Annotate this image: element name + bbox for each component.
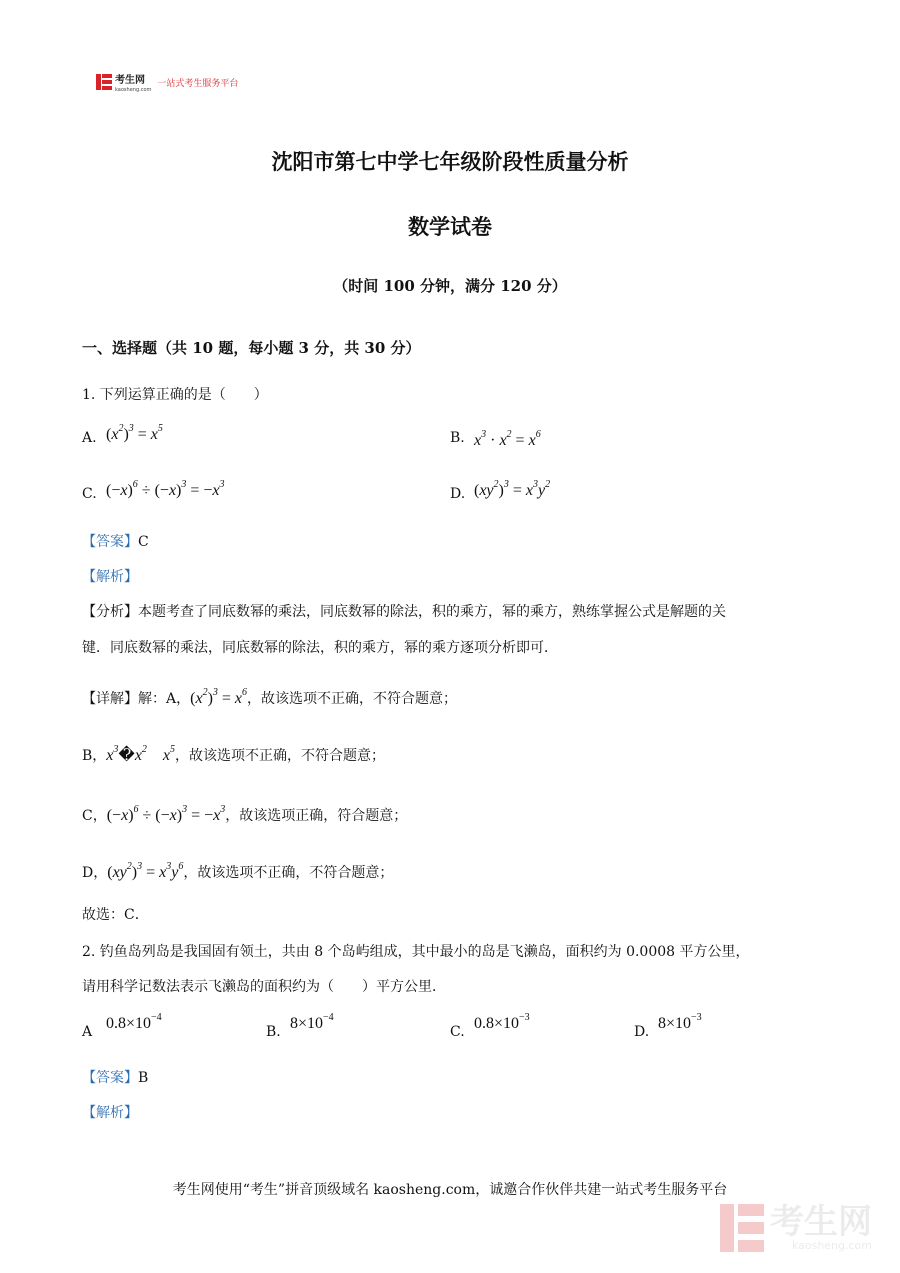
q1-option-a-expr: $(x^2)^3 = x^5$	[106, 423, 163, 443]
q2-option-b-label: B.	[266, 1024, 281, 1040]
detail-b-expr: $x^3�x^2$ $x^5$	[106, 744, 176, 764]
q1-conclusion: 故选：C．	[82, 907, 149, 923]
kaosheng-logo-icon	[96, 74, 112, 90]
q1-option-c-label: C.	[82, 486, 97, 502]
q1-option-b-label: B.	[450, 430, 465, 446]
answer-value: C	[138, 534, 149, 550]
answer-tag: 【答案】	[82, 1070, 138, 1086]
q2-option-c-expr: $0.8\times 10^{-3}$	[474, 1012, 530, 1032]
watermark-domain: kaosheng.com	[791, 1239, 872, 1252]
q1-analysis-line-2: 键．同底数幂的乘法，同底数幂的除法，积的乘方，幂的乘方逐项分析即可．	[82, 640, 558, 656]
detail-c-suffix: ，故该选项正确，符合题意；	[225, 808, 408, 824]
q1-stem: 1. 下列运算正确的是（ ）	[82, 387, 268, 403]
q2-analysis-tag: 【解析】	[82, 1105, 138, 1121]
q2-stem-line-2: 请用科学记数法表示飞濑岛的面积约为（ ）平方公里．	[82, 979, 446, 995]
q1-detail-c	[82, 800, 407, 826]
q2-option-b-expr: $8\times 10^{-4}$	[290, 1012, 334, 1032]
detail-a-expr: $(x^2)^3 = x^6$	[190, 687, 248, 707]
kaosheng-watermark-icon	[720, 1204, 764, 1252]
q2-option-c-label: C.	[450, 1024, 465, 1040]
q2-option-a-label: A	[82, 1024, 93, 1040]
watermark-name: 考生网	[770, 1202, 872, 1242]
detail-d-prefix: D，	[82, 865, 108, 881]
logo-domain: kaosheng.com	[115, 87, 152, 93]
header-logo	[96, 72, 238, 92]
q2-option-a-expr: $0.8\times 10^{-4}$	[106, 1012, 162, 1032]
answer-tag: 【答案】	[82, 534, 138, 550]
q2-answer	[82, 1068, 148, 1088]
detail-b-prefix: B，	[82, 748, 107, 764]
q1-detail-b	[82, 740, 385, 766]
q1-option-b-expr: $x^3 \cdot x^2 = x^6$	[474, 429, 541, 449]
answer-value: B	[138, 1070, 149, 1086]
footer-watermark	[720, 1204, 872, 1252]
detail-c-expr: $(-x)^6 \div (-x)^3 = -x^3$	[106, 804, 226, 824]
q2-option-d-expr: $8\times 10^{-3}$	[658, 1012, 702, 1032]
detail-c-prefix: C，	[82, 808, 107, 824]
footer-text: 考生网使用“考生”拼音顶级域名 kaosheng.com，诚邀合作伙伴共建一站式考生服务平台	[172, 1182, 728, 1198]
q1-option-d-expr: $(xy^2)^3 = x^3y^2$	[474, 479, 551, 499]
logo-slogan: 一站式考生服务平台	[157, 78, 239, 89]
detail-d-expr: $(xy^2)^3 = x^3y^6$	[107, 861, 184, 881]
q1-detail-a	[82, 683, 457, 709]
q1-detail-d	[82, 857, 393, 883]
q1-analysis-line-1: 【分析】本题考查了同底数幂的乘法，同底数幂的除法，积的乘方，幂的乘方，熟练掌握公式是解题的关	[82, 604, 726, 620]
detail-b-suffix: ，故该选项不正确，不符合题意；	[175, 748, 386, 764]
logo-name: 考生网	[115, 75, 145, 86]
q2-stem-line-1: 2. 钓鱼岛列岛是我国固有领土，共由 8 个岛屿组成，其中最小的岛是飞濑岛，面积约为 0.0008 平方公里，	[82, 944, 750, 960]
time-note: （时间 100 分钟，满分 120 分）	[333, 277, 567, 295]
page-title: 沈阳市第七中学七年级阶段性质量分析	[271, 149, 629, 174]
section-heading: 一、选择题（共 10 题，每小题 3 分，共 30 分）	[82, 339, 421, 357]
q2-option-d-label: D.	[634, 1024, 650, 1040]
q1-answer	[82, 532, 149, 552]
q1-option-d-label: D.	[450, 486, 466, 502]
q1-analysis-tag: 【解析】	[82, 569, 138, 585]
q1-option-c-expr: $(-x)^6 \div (-x)^3 = -x^3$	[106, 479, 225, 499]
q1-option-a-label: A.	[82, 430, 97, 446]
page-subtitle: 数学试卷	[408, 214, 492, 239]
detail-a-suffix: ，故该选项不正确，不符合题意；	[247, 691, 458, 707]
detail-a-prefix: 【详解】解：A，	[82, 691, 191, 707]
detail-d-suffix: ，故该选项不正确，不符合题意；	[183, 865, 394, 881]
